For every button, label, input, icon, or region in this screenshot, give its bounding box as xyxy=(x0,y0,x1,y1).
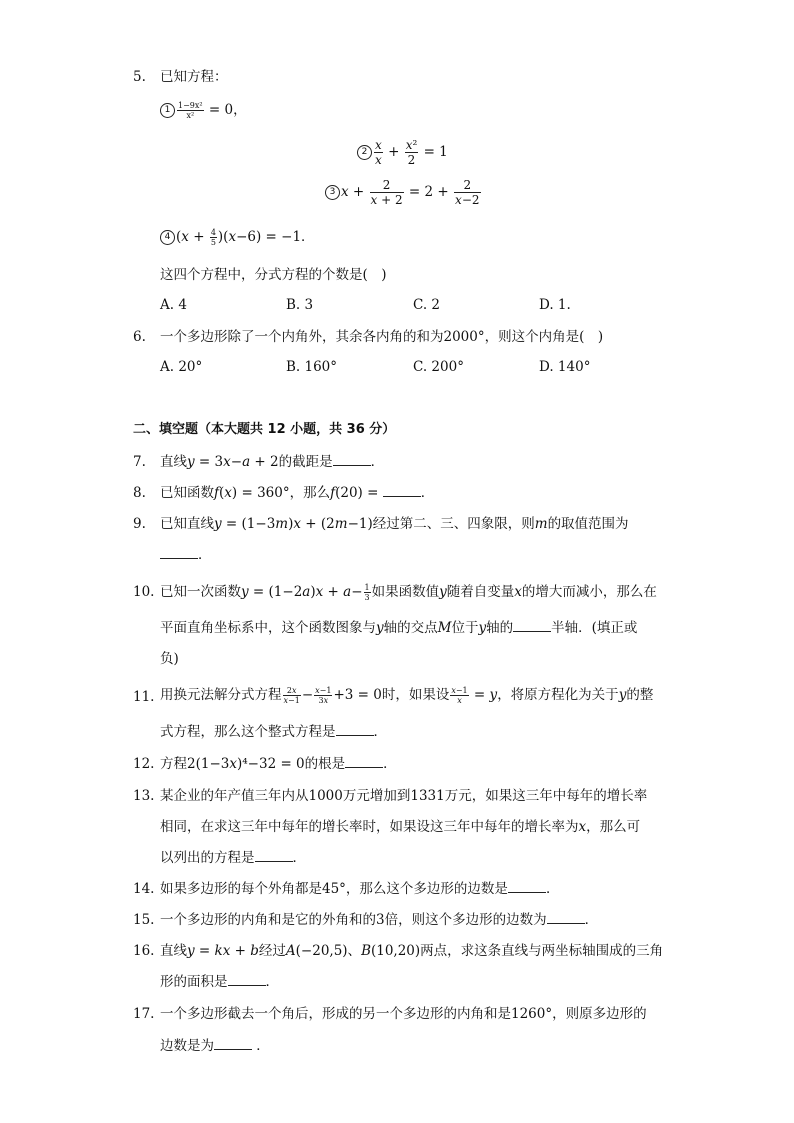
q7-text: 直线y = 3x−a + 2的截距是 ． xyxy=(160,454,385,470)
q10-answer-blank[interactable] xyxy=(513,619,551,632)
q12-number: 12. xyxy=(133,756,155,772)
q11-line-2: 式方程，那么这个整式方程是 ． xyxy=(160,724,387,740)
q16-line-1: 直线y = kx + b经过A(−20,5)、B(10,20)两点，求这条直线与两坐标轴围成的三角 xyxy=(160,943,664,959)
q10-line-2: 平面直角坐标系中，这个函数图象与y轴的交点M位于y轴的 半轴．(填正或 xyxy=(160,620,638,636)
q8-text: 已知函数f(x) = 360°，那么f(20) = ． xyxy=(160,485,435,501)
q17-line-2: 边数是为 ． xyxy=(160,1038,270,1054)
q5-eq1-fraction: $\frac{\text{1−9x²}}{\text{x²}}$ xyxy=(178,101,203,120)
q17-number: 17. xyxy=(133,1006,155,1022)
circled-number-1: 1 xyxy=(160,103,175,118)
q17-answer-blank[interactable] xyxy=(214,1037,252,1050)
q5-number: 5. xyxy=(133,69,146,85)
q10-line-1: 已知一次函数y = (1−2a)x + a− $\frac{1}{3}$ 如果函数值y随着自变量x的增大而减小，那么在 xyxy=(160,583,657,602)
q13-line-2: 相同，在求这三年中每年的增长率时，如果设这三年中每年的增长率为x，那么可 xyxy=(160,819,641,835)
q8-answer-blank[interactable] xyxy=(383,484,421,497)
q13-line-3: 以列出的方程是 ． xyxy=(160,850,306,866)
q14-number: 14. xyxy=(133,881,155,897)
q5-choice-c[interactable]: C. 2 xyxy=(413,297,441,313)
q11-number: 11. xyxy=(133,689,155,705)
q5-equation-4: 4 (x + $\frac{4}{5}$ )(x−6) = −1． xyxy=(160,228,315,247)
q6-choice-b[interactable]: B. 160° xyxy=(286,359,338,375)
section-2-heading: 二、填空题（本大题共 12 小题，共 36 分） xyxy=(133,422,396,437)
q5-equation-2: 2 $\frac{x}{x}$ + $\frac{\text{x²}}{2}$ = 1 xyxy=(357,138,448,167)
q10-number: 10. xyxy=(133,584,155,600)
q13-answer-blank[interactable] xyxy=(255,849,293,862)
q10-line-3: 负) xyxy=(160,651,179,667)
q11-line-1: 用换元法解分式方程 $\frac{2x}{x-1}$ − $\frac{x-1}{3x}$ +3 = 0时，如果设 $\frac{x-1}{x}$ = y，将原方程化为关于y的整 xyxy=(160,686,654,705)
circled-number-2: 2 xyxy=(357,145,372,160)
circled-number-4: 4 xyxy=(160,230,175,245)
q6-stem: 一个多边形除了一个内角外，其余各内角的和为2000°，则这个内角是( ) xyxy=(160,329,604,345)
q7-answer-blank[interactable] xyxy=(333,453,371,466)
q5-equation-1: 1 $\frac{\text{1−9x²}}{\text{x²}}$ = 0， xyxy=(160,101,247,120)
q9-number: 9. xyxy=(133,516,146,532)
q16-number: 16. xyxy=(133,943,155,959)
q9-answer-blank[interactable] xyxy=(160,546,198,559)
q14-text: 如果多边形的每个外角都是45°，那么这个多边形的边数是 ． xyxy=(160,881,560,897)
q12-text: 方程2(1−3x)⁴−32 = 0的根是 ． xyxy=(160,756,397,772)
q7-number: 7. xyxy=(133,454,146,470)
q15-text: 一个多边形的内角和是它的外角和的3倍，则这个多边形的边数为 ． xyxy=(160,912,599,928)
q17-line-1: 一个多边形截去一个角后，形成的另一个多边形的内角和是1260°，则原多边形的 xyxy=(160,1006,647,1022)
q16-line-2: 形的面积是 ． xyxy=(160,974,279,990)
q6-choice-a[interactable]: A. 20° xyxy=(160,359,203,375)
q15-answer-blank[interactable] xyxy=(547,911,585,924)
q5-stem: 已知方程： xyxy=(160,69,228,85)
q5-choice-d[interactable]: D. 1. xyxy=(539,297,571,313)
q9-answer-line: ． xyxy=(160,546,212,564)
q13-number: 13. xyxy=(133,788,155,804)
q5-choice-a[interactable]: A. 4 xyxy=(160,297,187,313)
q6-choice-d[interactable]: D. 140° xyxy=(539,359,591,375)
circled-number-3: 3 xyxy=(325,185,340,200)
q16-answer-blank[interactable] xyxy=(228,973,266,986)
q15-number: 15. xyxy=(133,912,155,928)
q13-line-1: 某企业的年产值三年内从1000万元增加到1331万元，如果这三年中每年的增长率 xyxy=(160,788,648,804)
q5-equation-3: 3 x + $\frac{2}{x + 2}$ = 2 + $\frac{2}{x-2}$ xyxy=(325,178,482,207)
q12-answer-blank[interactable] xyxy=(345,755,383,768)
q5-question: 这四个方程中，分式方程的个数是( ) xyxy=(160,267,387,283)
q5-choice-b[interactable]: B. 3 xyxy=(286,297,314,313)
q14-answer-blank[interactable] xyxy=(508,880,546,893)
q8-number: 8. xyxy=(133,485,146,501)
q11-answer-blank[interactable] xyxy=(336,723,374,736)
q9-text: 已知直线y = (1−3m)x + (2m−1)经过第二、三、四象限，则m的取值范围为 xyxy=(160,516,629,532)
q6-choice-c[interactable]: C. 200° xyxy=(413,359,464,375)
q6-number: 6. xyxy=(133,329,146,345)
